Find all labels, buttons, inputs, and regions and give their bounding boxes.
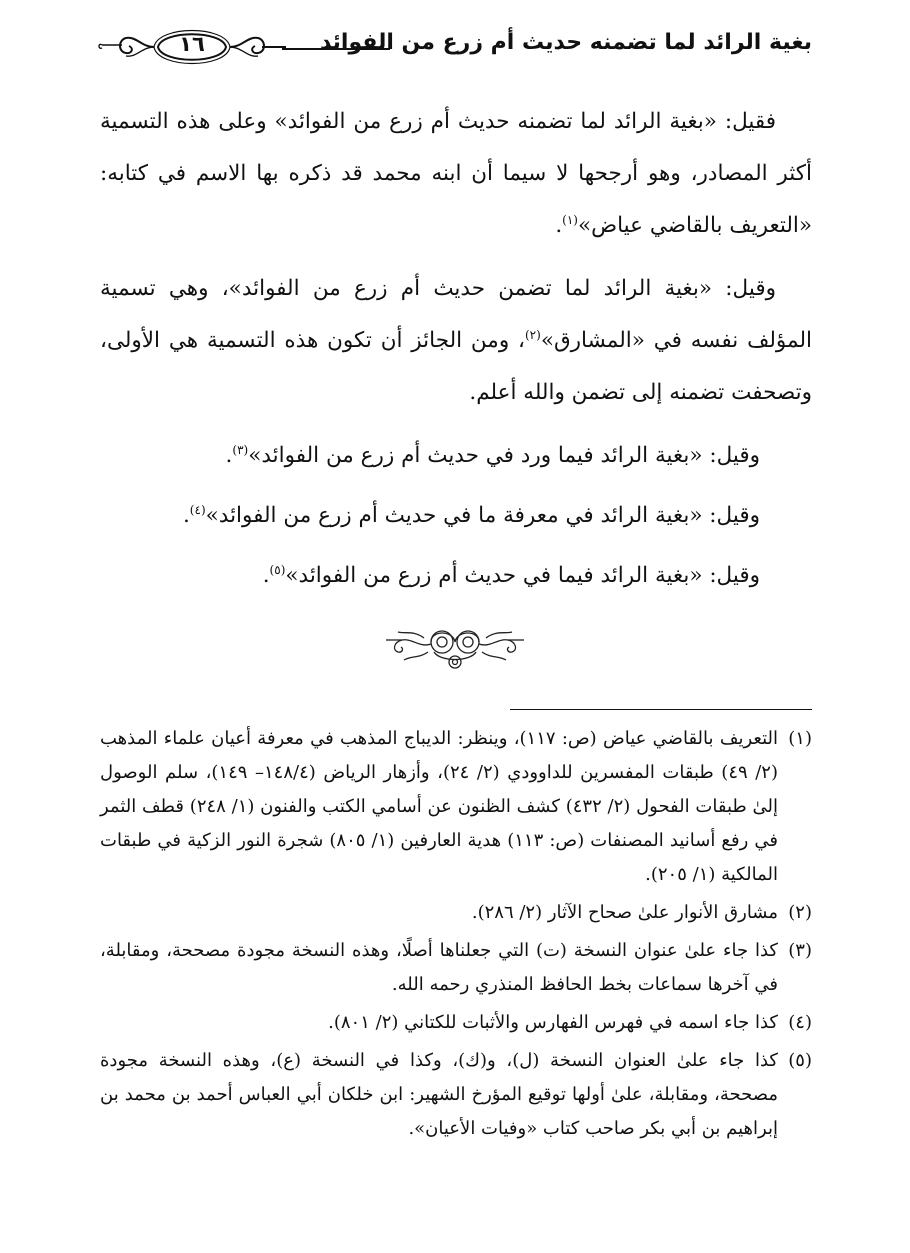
footnote-text: كذا جاء علىٰ العنوان النسخة (ل)، و(ك)، وكذا في النسخة (ع)، وهذه النسخة مجودة مصححة، ومقابلة، علىٰ أولها توقيع المؤرخ الشهير: ابن خلكان أبي العباس أحمد بن محمد بن إبراهيم بن أبي بكر صاحب كتاب «وفيات الأعيان». (100, 1050, 778, 1139)
footnote-ref-4: (٤) (189, 502, 206, 517)
header-rule (282, 48, 390, 50)
paragraph-5-end: . (262, 563, 270, 588)
footnote-number: (١) (788, 728, 812, 749)
footnote-number: (٣) (788, 940, 812, 961)
paragraph-5 (100, 550, 812, 602)
footnotes (100, 722, 812, 1150)
footnote (100, 722, 812, 892)
footnote-ref-5: (٥) (269, 562, 286, 577)
paragraph-2-text-b: ، ومن الجائز أن تكون هذه التسمية هي الأولى، وتصحفت تضمنه إلى تضمن والله أعلم. (100, 328, 812, 405)
footnote (100, 1006, 812, 1040)
footnote-text: مشارق الأنوار علىٰ صحاح الآثار (٢/ ٢٨٦). (471, 902, 778, 923)
paragraph-3 (100, 430, 812, 482)
footnote (100, 896, 812, 930)
footnote-text: كذا جاء علىٰ عنوان النسخة (ت) التي جعلناها أصلًا، وهذه النسخة مجودة مصححة، ومقابلة، في آخرها سماعات بخط الحافظ المنذري رحمه الله. (100, 940, 778, 995)
paragraph-1-text: فقيل: «بغية الرائد لما تضمنه حديث أم زرع من الفوائد» وعلى هذه التسمية أكثر المصادر، وهو أرجحها لا سيما أن ابنه محمد قد ذكره بها الاسم في كتابه: «التعريف بالقاضي عياض» (100, 109, 812, 238)
paragraph-4-end: . (182, 503, 190, 528)
footnote-number: (٥) (788, 1050, 812, 1071)
paragraph-2-text-a: وقيل: «بغية الرائد لما تضمن حديث أم زرع من الفوائد»، وهي تسمية المؤلف نفسه في «المشارق» (100, 276, 812, 353)
footnote-ref-2: (٢) (524, 327, 541, 342)
footnote-text: التعريف بالقاضي عياض (ص: ١١٧)، وينظر: الديباج المذهب في معرفة أعيان علماء المذهب (٢/ ٤٩) طبقات المفسرين للداوودي (٢/ ٢٤)، وأزهار الرياض (١٤٨/٤– ١٤٩)، سلم الوصول إلىٰ طبقات الفحول (٢/ ٤٣٢) كشف الظنون عن أسامي الكتب والفنون (١/ ٢٤٨) قطف الثمر في رفع أسانيد المصنفات (ص: ١١٣) هدية العارفين (١/ ٨٠٥) شجرة النور الزكية في طبقات المالكية (١/ ٢٠٥). (100, 728, 778, 885)
footnote-text: كذا جاء اسمه في فهرس الفهارس والأثبات للكتاني (٢/ ٨٠١). (328, 1012, 778, 1033)
footnote-number: (٢) (788, 902, 812, 923)
footnote-ref-1: (١) (562, 212, 578, 227)
paragraph-3-text: وقيل: «بغية الرائد فيما ورد في حديث أم زرع من الفوائد» (248, 443, 760, 468)
footnote (100, 934, 812, 1002)
paragraph-1 (100, 96, 812, 252)
paragraph-4 (100, 490, 812, 542)
main-text (100, 96, 812, 610)
footnote (100, 1044, 812, 1146)
running-header (96, 24, 812, 70)
page-number: ١٦ (179, 32, 205, 56)
running-title: بغية الرائد لما تضمنه حديث أم زرع من الفوائد (319, 30, 812, 55)
footnote-separator (510, 709, 812, 710)
floral-ornament-divider (384, 622, 526, 674)
paragraph-1-end: . (555, 213, 563, 238)
paragraph-3-end: . (225, 443, 233, 468)
paragraph-2 (100, 263, 812, 419)
footnote-ref-3: (٣) (232, 442, 249, 457)
paragraph-4-text: وقيل: «بغية الرائد في معرفة ما في حديث أم زرع من الفوائد» (205, 503, 760, 528)
paragraph-5-text: وقيل: «بغية الرائد فيما في حديث أم زرع من الفوائد» (285, 563, 760, 588)
footnote-number: (٤) (788, 1012, 812, 1033)
